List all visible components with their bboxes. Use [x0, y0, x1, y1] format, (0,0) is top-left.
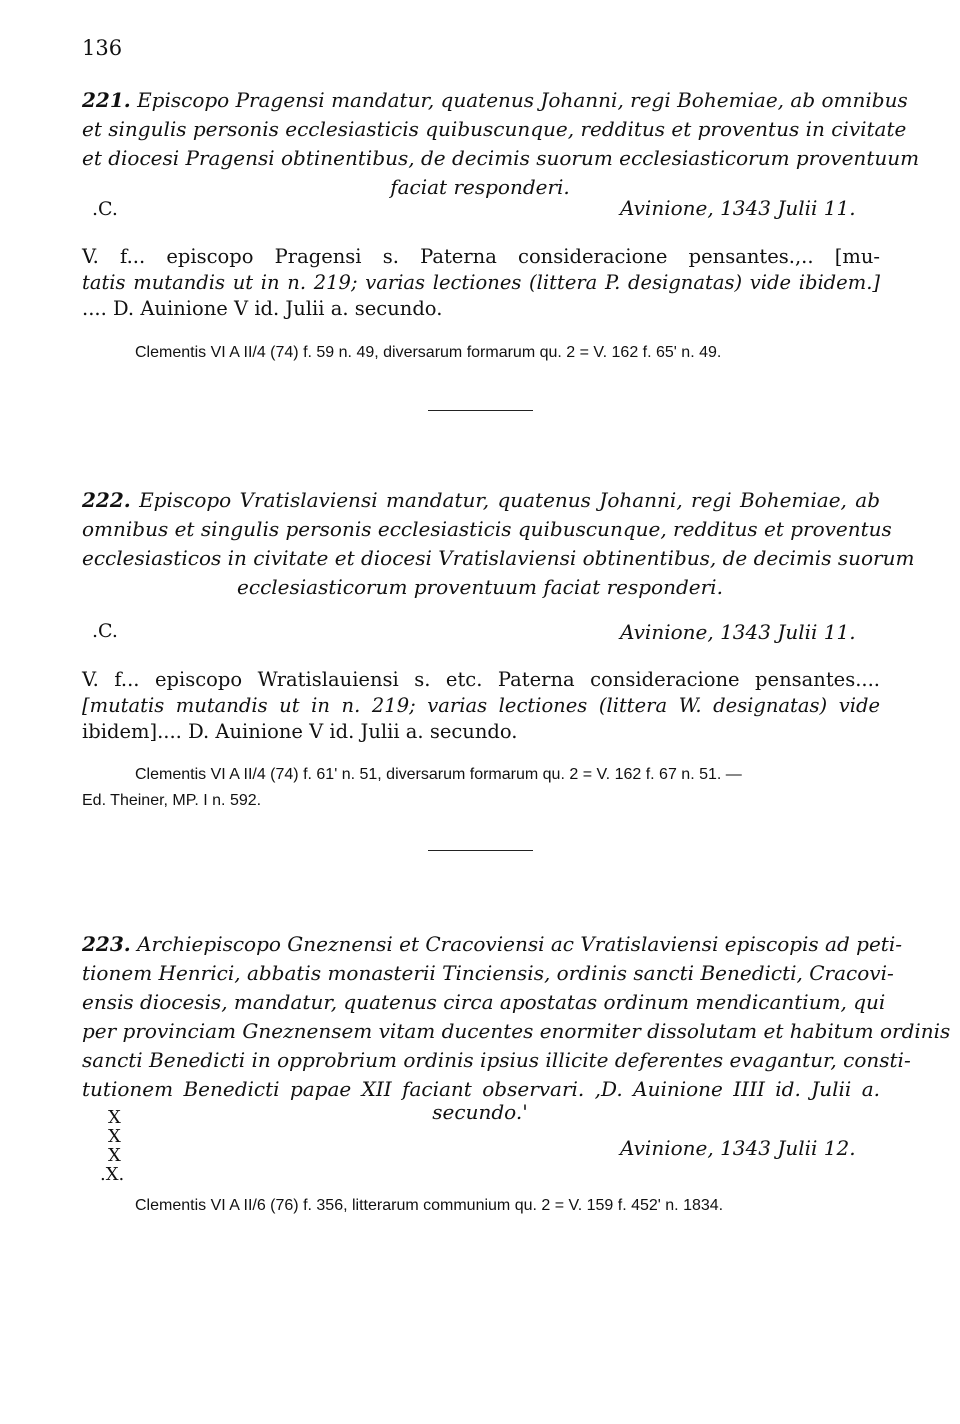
entry-mark: .X.: [100, 1164, 125, 1185]
summary-last-line: faciat responderi.: [390, 175, 570, 199]
summary-last-line: secundo.': [432, 1100, 528, 1124]
text-line: V. f... episcopo Wratislauiensi s. etc. Paterna consideracione pensantes....: [82, 668, 880, 691]
entry-222-text: [82, 667, 880, 719]
section-divider: [428, 850, 533, 851]
entry-222-summary: [82, 486, 915, 573]
text-line: [mutatis mutandis ut in n. 219; varias lectiones (littera W. designatas) vide: [82, 694, 880, 717]
summary-line: sancti Benedicti in opprobrium ordinis ipsius illicite deferentes evagantur, consti-: [82, 1048, 911, 1072]
summary-line: ensis diocesis, mandatur, quatenus circa apostatas ordinum mendicantium, qui: [82, 990, 886, 1014]
summary-line: tutionem Benedicti papae XII faciant observari. ,D. Auinione IIII id. Julii a.: [82, 1077, 880, 1101]
place-date: Avinione, 1343 Julii 11.: [620, 196, 856, 220]
entry-mark: X: [108, 1126, 121, 1147]
entry-221-text: [82, 244, 880, 296]
text-line: .... D. Auinione V id. Julii a. secundo.: [82, 297, 443, 320]
summary-line: ecclesiasticos in civitate et diocesi Vratislaviensi obtinentibus, de decimis suorum: [82, 546, 915, 570]
summary-line: Episcopo Pragensi mandatur, quatenus Johanni, regi Bohemiae, ab omnibus: [137, 88, 908, 112]
source-line: Clementis VI A II/6 (76) f. 356, litterarum communium qu. 2 = V. 159 f. 452' n. 1834.: [135, 1197, 724, 1214]
place-date: Avinione, 1343 Julii 12.: [620, 1136, 856, 1160]
entry-number: 222.: [82, 488, 131, 512]
summary-line: Episcopo Vratislaviensi mandatur, quatenus Johanni, regi Bohemiae, ab: [139, 488, 880, 512]
entry-number: 223.: [82, 932, 131, 956]
entry-221-summary: [82, 86, 920, 173]
text-line: tatis mutandis ut in n. 219; varias lectiones (littera P. designatas) vide ibidem.]: [82, 271, 880, 294]
text-line: ibidem].... D. Auinione V id. Julii a. secundo.: [82, 720, 518, 743]
summary-line: omnibus et singulis personis ecclesiasticis quibuscunque, redditus et proventus: [82, 517, 892, 541]
section-divider: [428, 410, 533, 411]
entry-mark: .C.: [92, 620, 118, 642]
page-number: 136: [82, 36, 123, 60]
source-line: Clementis VI A II/4 (74) f. 59 n. 49, diversarum formarum qu. 2 = V. 162 f. 65' n. 49.: [135, 344, 722, 361]
summary-line: tionem Henrici, abbatis monasterii Tinciensis, ordinis sancti Benedicti, Cracovi-: [82, 961, 894, 985]
entry-223-summary: [82, 930, 951, 1104]
source-line: Ed. Theiner, MP. I n. 592.: [82, 792, 262, 809]
summary-last-line: ecclesiasticorum proventuum faciat responderi.: [237, 575, 723, 599]
source-line: Clementis VI A II/4 (74) f. 61' n. 51, diversarum formarum qu. 2 = V. 162 f. 67 n. 51. —: [135, 766, 742, 783]
place-date: Avinione, 1343 Julii 11.: [620, 620, 856, 644]
entry-marks: [100, 1107, 125, 1185]
entry-mark: X: [108, 1107, 121, 1128]
summary-line: et singulis personis ecclesiasticis quibuscunque, redditus et proventus in civitate: [82, 117, 907, 141]
summary-line: Archiepiscopo Gneznensi et Cracoviensi ac Vratislaviensi episcopis ad peti-: [137, 932, 902, 956]
entry-mark: X: [108, 1145, 121, 1166]
text-line: V. f... episcopo Pragensi s. Paterna consideracione pensantes.,.. [mu-: [82, 245, 880, 268]
summary-line: et diocesi Pragensi obtinentibus, de decimis suorum ecclesiasticorum proventuum: [82, 146, 920, 170]
entry-number: 221.: [82, 88, 131, 112]
summary-line: per provinciam Gneznensem vitam ducentes enormiter dissolutam et habitum ordinis: [82, 1019, 951, 1043]
entry-mark: .C.: [92, 198, 118, 220]
